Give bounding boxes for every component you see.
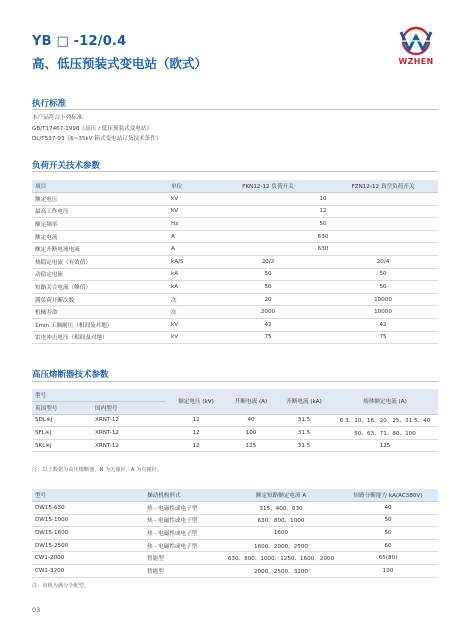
rated-current: 2000、2500、3200	[254, 568, 308, 575]
param-unit: kV	[171, 208, 179, 215]
logo-text: WZHEN	[398, 57, 434, 66]
table-row	[32, 205, 438, 218]
title-model: YB □ -12/0.4	[32, 34, 127, 49]
breaker-model: DW15-1600	[35, 530, 69, 537]
operating-mechanism: 智能型	[147, 556, 164, 563]
breaking-capacity: 65(80)	[378, 555, 398, 562]
foreign-model: SDL※J	[35, 417, 53, 424]
standards-line: DL/T537-93《6~35kV 箱式变电站订货技术条件》	[32, 136, 162, 142]
title-name: 高、低压预装式变电站（欧式）	[32, 56, 208, 71]
rated-current: 1600、2000、2500	[254, 543, 308, 550]
param-name: 额定频率	[35, 222, 58, 229]
standards-text	[32, 113, 161, 145]
param-name: 动稳定电流	[35, 272, 63, 279]
param-name: 短路关合电流（峰值）	[35, 285, 91, 292]
breaker-model: DW15-1000	[35, 517, 69, 524]
fzn-value: 50	[379, 271, 387, 278]
param-name: 热稳定电流（有效值）	[35, 259, 91, 266]
table-row	[32, 193, 438, 206]
breaker-table	[32, 489, 438, 578]
breaking-capacity: 31.5	[297, 417, 311, 424]
rated-current: 630、800、1000	[257, 518, 305, 525]
breaking-capacity: 60	[384, 542, 392, 549]
domestic-model: XRNT-12	[95, 442, 119, 449]
breaker-model: DW15-630	[35, 504, 65, 511]
column-header: FZN12-12 真空负荷开关	[351, 184, 415, 191]
breaking-capacity: 31.5	[297, 430, 311, 437]
fzn-value: 75	[379, 334, 387, 341]
param-name: 1min 工频耐压（相间及对地）	[35, 322, 113, 329]
breaking-capacity: 31.5	[297, 442, 311, 449]
fkn-value: 42	[264, 321, 272, 328]
domestic-model: XRNT-12	[95, 417, 119, 424]
column-header: FKN12-12 负荷开关	[242, 184, 294, 191]
logo-mark-icon	[396, 26, 436, 56]
operating-mechanism: 智能型	[147, 568, 164, 575]
fuse-heading: 高压熔断器技术参数	[32, 370, 109, 380]
column-header: 短路分断能力 kA(AC380V)	[353, 493, 423, 500]
fkn-value: 20	[264, 296, 272, 303]
fuse-rated-current: 125	[379, 442, 391, 449]
column-header: 操动机构形式	[147, 493, 181, 500]
table-row	[32, 293, 438, 306]
rated-voltage: 12	[192, 430, 200, 437]
table-row	[32, 427, 438, 440]
param-value: 630	[317, 246, 329, 253]
standards-line: 本产品符合下列标准：	[32, 115, 88, 121]
param-value: 12	[319, 208, 327, 215]
table-row	[32, 306, 438, 319]
table-row	[32, 552, 438, 565]
divider	[32, 109, 438, 110]
table-row	[32, 319, 438, 332]
fzn-value: 10000	[374, 309, 392, 316]
operating-mechanism: 热 - 电磁性或电子型	[147, 505, 198, 512]
breaker-model: DW15-2500	[35, 542, 69, 549]
column-header: 额定短路额定电流 A	[255, 493, 307, 500]
param-name: 机械寿命	[35, 310, 58, 317]
column-header: 开断电流 (kA)	[286, 399, 322, 406]
param-unit: A	[171, 233, 175, 240]
rated-current: 630、800、1000、1250、1600、2000	[227, 556, 335, 563]
column-header: 国内型号	[95, 405, 118, 412]
operating-mechanism: 热 - 电磁性或电子型	[147, 531, 198, 538]
table-row	[32, 281, 438, 294]
column-header: 型号	[35, 393, 47, 400]
breaker-model: CW1-3200	[35, 567, 65, 574]
fzn-value: 10000	[374, 296, 392, 303]
breaking-capacity: 50	[384, 517, 392, 524]
table-row	[32, 268, 438, 281]
breaking-current: 125	[245, 442, 257, 449]
page-number: 03	[32, 606, 41, 614]
param-name: 额定电压	[35, 196, 58, 203]
table-row	[32, 439, 438, 452]
table-header-row	[32, 489, 438, 502]
param-unit: kA	[171, 284, 179, 291]
breaking-capacity: 50	[384, 530, 392, 537]
param-unit: kA/S	[171, 258, 184, 265]
param-name: 最高工作电压	[35, 209, 69, 216]
column-header: 单位	[171, 184, 183, 191]
breaker-note: 注：该机为满分手配型。	[32, 583, 90, 589]
param-value: 10	[319, 195, 327, 202]
table-row	[32, 502, 438, 515]
standards-line: GB/T17467-1998《高压 / 低压预装式变电站》	[32, 125, 153, 132]
company-logo	[393, 26, 439, 66]
fkn-value: 50	[264, 271, 272, 278]
param-name: 额定开断电流电流	[35, 247, 80, 254]
fkn-value: 20/2	[261, 258, 275, 265]
column-header: 英国型号	[35, 405, 58, 412]
param-value: 50	[319, 221, 327, 228]
rated-voltage: 12	[192, 417, 200, 424]
fkn-value: 2000	[260, 309, 276, 316]
fzn-value: 42	[379, 321, 387, 328]
table-row	[32, 527, 438, 540]
foreign-model: SFL※J	[35, 430, 52, 437]
table-row	[32, 230, 438, 243]
param-value: 630	[317, 233, 329, 240]
table-row	[32, 414, 438, 427]
fkn-value: 75	[264, 334, 272, 341]
table-row	[32, 218, 438, 231]
column-header: 项目	[35, 184, 47, 191]
fuse-rated-current: 50、63、71、80、100	[354, 431, 416, 438]
param-name: 额定电流	[35, 234, 58, 241]
table-header-row	[32, 180, 438, 193]
breaking-capacity: 100	[382, 567, 394, 574]
param-name: 满负荷开断次数	[35, 297, 75, 304]
param-unit: Hz	[171, 221, 179, 228]
fuse-note: 注：以上数据为高压熔断器，N 为无撞针，A 为有撞针。	[32, 467, 163, 473]
standards-heading: 执行标准	[32, 99, 67, 109]
param-unit: 次	[171, 310, 177, 317]
rated-current: 315、400、630	[259, 505, 303, 512]
foreign-model: SKL※J	[35, 442, 52, 449]
table-row	[32, 243, 438, 256]
param-name: 雷电冲击电压（相间及对地）	[35, 335, 108, 342]
fzn-value: 50	[379, 284, 387, 291]
fzn-value: 20/4	[376, 258, 390, 265]
table-row	[32, 256, 438, 269]
param-unit: kA	[171, 271, 179, 278]
divider	[32, 171, 438, 172]
load-switch-table	[32, 180, 438, 344]
breaking-current: 40	[247, 417, 255, 424]
page-title	[32, 34, 207, 72]
fkn-value: 50	[264, 284, 272, 291]
breaking-current: 100	[245, 430, 257, 437]
param-unit: A	[171, 246, 175, 253]
column-header: 开断电流 (A)	[234, 399, 268, 406]
rated-current: 1600	[273, 530, 289, 537]
column-header: 熔体额定电流 (A)	[363, 399, 407, 406]
fuse-table	[32, 389, 438, 452]
fuse-rated-current: 6.3、10、16、20、25、31.5、40	[339, 418, 431, 425]
param-unit: kV	[171, 321, 179, 328]
load-switch-heading: 负荷开关技术参数	[32, 161, 101, 171]
param-unit: kV	[171, 334, 179, 341]
column-header: 额定电压 (kV)	[178, 399, 214, 406]
domestic-model: XRNT-12	[95, 430, 119, 437]
table-row	[32, 514, 438, 527]
table-row	[32, 565, 438, 578]
divider	[32, 381, 438, 382]
rated-voltage: 12	[192, 442, 200, 449]
column-header: 型号	[35, 493, 47, 500]
table-row	[32, 331, 438, 344]
param-unit: kV	[171, 195, 179, 202]
operating-mechanism: 热 - 电磁性或电子型	[147, 543, 198, 550]
breaking-capacity: 40	[384, 504, 392, 511]
table-row	[32, 539, 438, 552]
param-unit: 次	[171, 297, 177, 304]
breaker-model: CW1-2000	[35, 555, 65, 562]
operating-mechanism: 热 - 电磁性或电子型	[147, 518, 198, 525]
table-header-row	[32, 389, 438, 402]
